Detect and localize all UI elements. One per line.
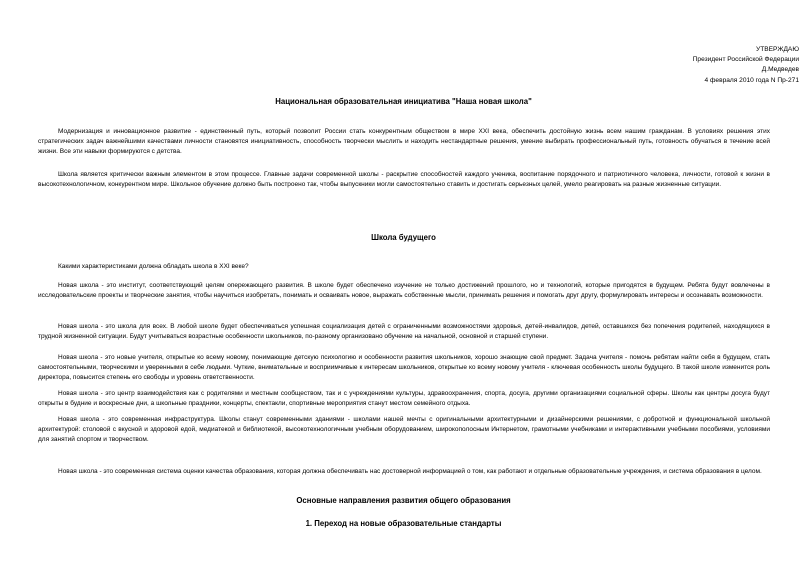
approver-name: Д.Медведев <box>761 66 799 74</box>
approval-stamp: УТВЕРЖДАЮ <box>756 46 799 53</box>
future-paragraph-1: Новая школа - это институт, соответствующий целям опережающего развития. В школе будет обеспечено изучение не только достижений прошлого, но и технологий, которые пригодятся в будущем. Ребята будут вовлечены в исследовательские проекты и творческие занятия, чтобы научиться изобретать, понимать и осваивать новое, выражать собственные мысли, принимать решения и помогать друг другу, формулировать интересы и осознавать возможности. <box>38 282 770 300</box>
section-heading-directions: Основные направления развития общего образования <box>296 496 511 505</box>
future-paragraph-3: Новая школа - это новые учителя, открытые ко всему новому, понимающие детскую психологию и особенности развития школьников, хорошо знающие свой предмет. Задача учителя - помочь ребятам найти себя в будущем, стать самостоятельными, творческими и уверенными в себе людьми. Чуткие, внимательные и восприимчивые к интересам школьников, открытые ко всему новому учителя - ключевая особенность школы будущего. В такой школе изменится роль директора, повысится степень его свободы и уровень ответственности. <box>38 354 770 382</box>
approver-position: Президент Российской Федерации <box>692 56 799 64</box>
intro-paragraph-1: Модернизация и инновационное развитие - единственный путь, который позволит России стать конкурентным обществом в мире XXI века, обеспечить достойную жизнь всем нашим гражданам. В условиях решения этих стратегических задач важнейшими качествами личности становятся инициативность, способность творчески мыслить и находить нестандартные решения, умение выбирать профессиональный путь, готовность обучаться в течение всей жизни. Все эти навыки формируются с детства. <box>38 128 770 156</box>
future-paragraph-5: Новая школа - это современная инфраструктура. Школы станут современными зданиями - школами нашей мечты с оригинальными архитектурными и дизайнерскими решениями, с добротной и функциональной школьной архитектурой: столовой с вкусной и здоровой едой, медиатекой и библиотекой, высокотехнологичным учебным оборудованием, широкополосным Интернетом, грамотными учебниками и интерактивными учебными пособиями, условиями для занятий спортом и творчеством. <box>38 416 770 444</box>
document-title: Национальная образовательная инициатива "Наша новая школа" <box>275 97 532 106</box>
section-heading-future-school: Школа будущего <box>371 233 436 242</box>
future-paragraph-6: Новая школа - это современная система оценки качества образования, которая должна обеспечивать нас достоверной информацией о том, как работают и отдельные образовательные учреждения, и система образования в целом. <box>58 468 762 475</box>
intro-paragraph-2: Школа является критически важным элементом в этом процессе. Главные задачи современной школы - раскрытие способностей каждого ученика, воспитание порядочного и патриотичного человека, личности, готовой к жизни в высокотехнологичном, конкурентном мире. Школьное обучение должно быть построено так, чтобы выпускники могли самостоятельно ставить и достигать серьезных целей, умело реагировать на разные жизненные ситуации. <box>38 171 770 189</box>
future-paragraph-2: Новая школа - это школа для всех. В любой школе будет обеспечиваться успешная социализация детей с ограниченными возможностями здоровья, детей-инвалидов, детей, оставшихся без попечения родителей, находящихся в трудной жизненной ситуации. Будут учитываться возрастные особенности школьников, по-разному организовано обучение на начальной, основной и старшей ступени. <box>38 323 770 341</box>
future-paragraph-4: Новая школа - это центр взаимодействия как с родителями и местным сообществом, так и с учреждениями культуры, здравоохранения, спорта, досуга, другими организациями социальной сферы. Школы как центры досуга будут открыты в будние и воскресные дни, а школьные праздники, концерты, спектакли, спортивные мероприятия станут местом семейного отдыха. <box>38 390 770 408</box>
question-line: Какими характеристиками должна обладать школа в XXI веке? <box>58 263 249 270</box>
subsection-heading-standards: 1. Переход на новые образовательные стандарты <box>305 519 502 528</box>
approval-block <box>693 45 799 86</box>
approval-date: 4 февраля 2010 года N Пр-271 <box>704 76 799 84</box>
